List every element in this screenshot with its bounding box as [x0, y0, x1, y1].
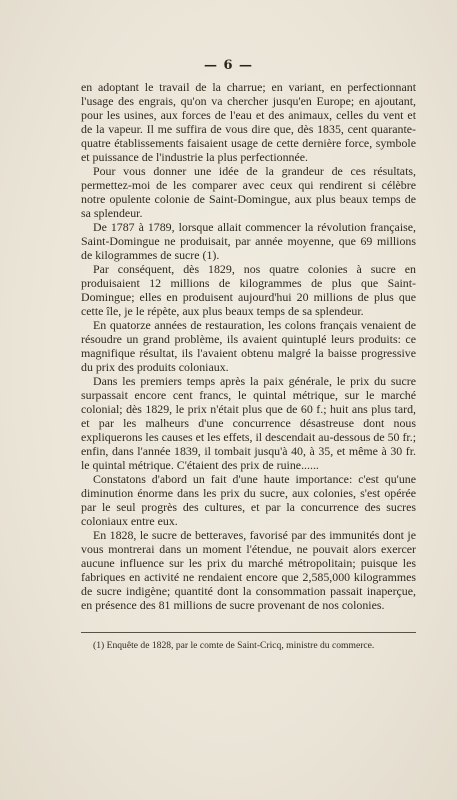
paragraph-1: en adoptant le travail de la charrue; en variant, en perfectionnant l'usage des engrais, qu'on va chercher jusqu'en Europe; en ajoutant, pour les usines, aux forces de l'eau et des animaux, celles du vent et de la vapeur. Il me suffira de vous dire que, dès 1835, cent quarante-quatre établissements faisaient usage de cette dernière force, symbole et puissance de l'industrie la plus perfectionnée.	[81, 80, 416, 164]
footnote-divider	[81, 632, 416, 633]
paragraph-6: Dans les premiers temps après la paix générale, le prix du sucre surpassait encore cent francs, le quintal métrique, sur le marché colonial; dès 1829, le prix n'était plus que de 60 f.; huit ans plus tard, et par les malheurs d'une concurrence désastreuse dont nous expliquerons les causes et les effets, il descendait au-dessous de 50 fr.; enfin, dans l'année 1839, il tombait jusqu'à 40, à 35, et même à 30 fr. le quintal métrique. C'étaient des prix de ruine......	[81, 374, 416, 472]
paragraph-7: Constatons d'abord un fait d'une haute importance: c'est qu'une diminution énorme dans les prix du sucre, aux colonies, s'est opérée par le seul progrès des cultures, et par la concurrence des sucres coloniaux entre eux.	[81, 472, 416, 528]
paragraph-8: En 1828, le sucre de betteraves, favorisé par des immunités dont je vous montrerai dans un moment l'étendue, ne pouvait alors exercer aucune influence sur les prix du marché métropolitain; puisque les fabriques en activité ne rendaient encore que 2,585,000 kilogrammes de sucre indigène; quantité dont la consommation passait inaperçue, en présence des 81 millions de sucre provenant de nos colonies.	[81, 528, 416, 612]
body-text	[81, 80, 416, 612]
paragraph-4: Par conséquent, dès 1829, nos quatre colonies à sucre en produisaient 12 millions de kilogrammes de plus que Saint-Domingue; elles en produisent aujourd'hui 20 millions de plus que cette île, je le répète, aux plus beaux temps de sa splendeur.	[81, 262, 416, 318]
paragraph-5: En quatorze années de restauration, les colons français venaient de résoudre un grand problème, ils avaient quintuplé leurs produits: ce magnifique résultat, ils l'avaient obtenu malgré la baisse progressive du prix des produits coloniaux.	[81, 318, 416, 374]
page-number: — 6 —	[203, 58, 254, 73]
footnote: (1) Enquête de 1828, par le comte de Saint-Cricq, ministre du commerce.	[93, 640, 375, 651]
paragraph-3: De 1787 à 1789, lorsque allait commencer la révolution française, Saint-Domingue ne produisait, par année moyenne, que 69 millions de kilogrammes de sucre (1).	[81, 220, 416, 262]
paragraph-2: Pour vous donner une idée de la grandeur de ces résultats, permettez-moi de les comparer avec ceux qui rendirent si célèbre notre opulente colonie de Saint-Domingue, aux plus beaux temps de sa splendeur.	[81, 164, 416, 220]
